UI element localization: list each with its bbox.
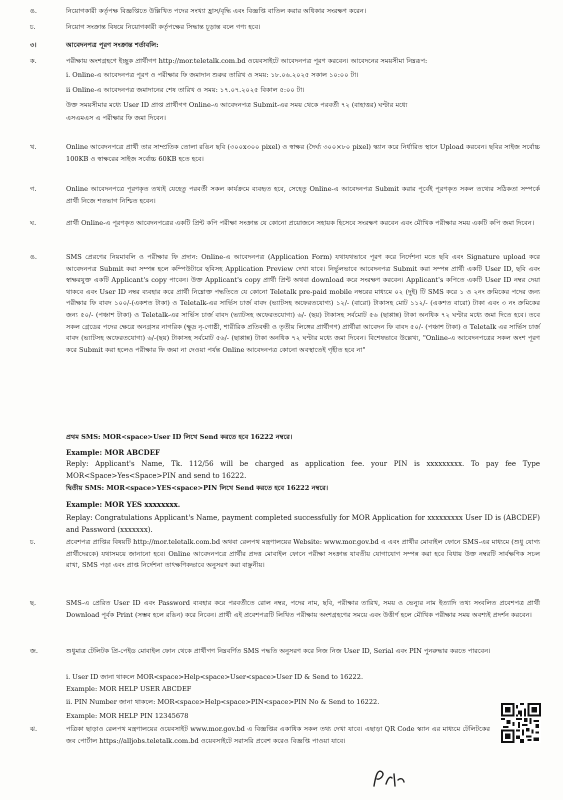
item-number: ঙ. <box>30 7 37 15</box>
item-number: গ. <box>30 185 37 193</box>
item-line: উক্ত সময়সীমার মধ্যে User ID প্রাপ্ত প্রার্থীগণ Online-এ আবেদনপত্র Submit-এর সময় থেকে পরবর্তী ৭২ (বাহাত্তর) ঘণ্টার মধ্যে <box>66 101 408 109</box>
item-text: পত্রিকা ছাড়াও রেলপথ মন্ত্রণালয়ের ওয়েবসাইট www.mor.gov.bd এ বিজ্ঞপ্তির একাধিক সকল তথ্য দেখা যাবে। এছাড়া QR Code স্ক্যান এর মাধ্যমে টেলিটকের জব পোর্টাল https://alljobs.teletalk.com.bd ওয়েবসাইটে সরাসরি প্রবেশ করেও বিজ্ঞপ্তি পাওয়া যাবে। <box>66 725 490 745</box>
item-cha-admit <box>30 537 540 585</box>
sms-reply-1-text: Reply: Applicant's Name, Tk. 112/56 will be charged as application fee. your PIN is xxxxxxxxx. To pay fee Type MOR<Space>Yes<Space>PIN and send to 16222. <box>66 460 540 480</box>
qr-code-icon <box>501 703 541 743</box>
item-text: নিয়োগকারী কর্তৃপক্ষ বিজ্ঞপ্তিতে উল্লিখিত পদের সংখ্যা হ্রাস/বৃদ্ধি এবং বিজ্ঞপ্তি বাতিল করার অধিকার সংরক্ষণ করেন। <box>66 7 367 15</box>
item-text: Online আবেদনপত্রে প্রার্থী তার সাম্প্রতিক তোলা রঙিন ছবি (৩০০x৩০০ pixel) ও স্বাক্ষর (দৈর্ঘ্য ৩০০×৮০ pixel) স্ক্যান করে নির্ধারিত স্থানে Upload করবেন। ছবির সাইজ সর্বোচ্চ 100KB ও স্বাক্ষরের সাইজ সর্বোচ্চ 60KB হতে হবে। <box>66 143 540 163</box>
recovery-pin-example-text: Example: MOR HELP PIN 12345678 <box>66 712 189 720</box>
item-text: প্রার্থী Online-এ পূরণকৃত আবেদনপত্রের একটি প্রিন্ট কপি পরীক্ষা সংক্রান্ত যে কোনো প্রয়োজনে সহায়ক হিসেবে সংরক্ষণ করবেন এবং মৌখিক পরীক্ষার সময় একটি কপি জমা দিবেন। <box>66 219 535 227</box>
item-kha <box>30 142 540 172</box>
recovery-user-id-text: i. User ID জানা থাকলে MOR<space>Help<space>User<space>User ID & Send to 16222. <box>66 673 364 681</box>
section-title: আবেদনপত্র পূরণ সংক্রান্ত শর্তাবলি: <box>66 41 159 49</box>
item-text: Online আবেদনপত্রে পূরণকৃত তথ্যই যেহেতু পরবর্তী সকল কার্যক্রমে ব্যবহৃত হবে, সেহেতু Online-এ আবেদনপত্র Submit করার পূর্বেই পূরণকৃত সকল তথ্যের সঠিকতা সম্পর্কে প্রার্থী নিজে শতভাগ নিশ্চিত হবেন। <box>66 185 540 205</box>
item-jha <box>30 724 490 760</box>
item-text: SMS-এ প্রেরিত User ID এবং Password ব্যবহার করে পরবর্তীতে রোল নম্বর, পদের নাম, ছবি, পরীক্ষার তারিখ, সময় ও ভেন্যুর নাম ইত্যাদি তথ্য সংবলিত প্রবেশপত্র প্রার্থী Download পূর্বক Print (সম্ভব হলে রঙিন) করে নিবেন। প্রার্থী এই প্রবেশপত্রটি লিখিত পরীক্ষায় অংশগ্রহণের সময়ে এবং উত্তীর্ণ হলে মৌখিক পরীক্ষার সময় অবশ্যই প্রদর্শন করবেন। <box>66 599 540 619</box>
item-text: শুধুমাত্র টেলিটক প্রি-পেইড মোবাইল ফোন থেকে প্রার্থীগণ নিম্নবর্ণিত SMS পদ্ধতি অনুসরণ করে নিজ নিজ User ID, Serial এবং PIN পুনরুদ্ধার করতে পারবেন। <box>66 647 491 655</box>
item-number: চ. <box>30 538 36 546</box>
item-nga-sms-rules <box>30 252 540 428</box>
item-number: ঝ. <box>30 725 38 733</box>
sms-example-2-text: Example: MOR YES xxxxxxxx. <box>66 500 181 509</box>
recovery-user-id-example-text: Example: MOR HELP USER ABCDEF <box>66 685 192 693</box>
item-number: চ. <box>30 23 36 31</box>
item-number: ঙ. <box>30 253 37 261</box>
sms-reply-1 <box>30 459 540 483</box>
sms-second-instruction: দ্বিতীয় SMS: MOR<space>YES<space>PIN লিখে Send করতে হবে 16222 নম্বরে। <box>66 484 329 492</box>
item-line: ii Online-এ আবেদনপত্র জমাদানের শেষ তারিখ ও সময়: ১৭.০৭.২০২৫ বিকাল ৫:০০ টা। <box>66 86 305 94</box>
item-number: ছ. <box>30 599 37 607</box>
recovery-pin-text: ii. PIN Number জানা থাকলে: MOR<space>Help<space>PIN<space>PIN No & Send to 16222. <box>66 698 380 706</box>
item-number: ক. <box>30 57 37 65</box>
item-line: পরীক্ষায় অংশগ্রহণে ইচ্ছুক প্রার্থীগণ http://mor.teletalk.com.bd ওয়েবসাইটে আবেদনপত্র পূরণ করবেন। আবেদনের সময়সীমা নিম্নরূপ: <box>66 57 428 65</box>
item-text: প্রবেশপত্র প্রাপ্তির বিষয়টি http://mor.teletalk.com.bd অথবা রেলপথ মন্ত্রণালয়ের Website: www.mor.gov.bd এ এবং প্রার্থীর মোবাইল ফোনে SMS-এর মাধ্যমে (শুধু যোগ্য প্রার্থীদেরকে) যথাসময়ে জানানো হবে। Online আবেদনপত্রে প্রার্থীর প্রদত্ত মোবাইল ফোনে পরীক্ষা সংক্রান্ত যাবতীয় যোগাযোগ সম্পন্ন করা হবে বিধায় উক্ত নম্বরটি সার্বক্ষণিক সচল রাখা, SMS পড়া এবং প্রাপ্ত নির্দেশনা তাৎক্ষণিকভাবে অনুসরণ করা বাঞ্ছনীয়। <box>66 538 540 570</box>
sms-reply-2-text: Replay: Congratulations Applicant's Name, payment completed successfully for MOR Application for xxxxxxxxx User ID is (ABCDEF) and Password (xxxxxxx). <box>66 514 540 534</box>
sms-first-instruction: প্রথম SMS: MOR<space>User ID লিখে Send করতে হবে 16222 নম্বরে। <box>66 433 293 441</box>
item-number: ঘ. <box>30 219 37 227</box>
item-gha <box>30 218 540 242</box>
item-ja <box>30 646 540 670</box>
signature-mark <box>370 766 410 790</box>
item-line: i. Online-এ আবেদনপত্র পূরণ ও পরীক্ষার ফি জমাদান শুরুর তারিখ ও সময়: ১৮.০৬.২০২৫ সকাল ১০:০০ টা। <box>66 71 359 79</box>
item-text: নিয়োগ সংক্রান্ত বিষয়ে নিয়োগকারী কর্তৃপক্ষের সিদ্ধান্ত চূড়ান্ত বলে গণ্য হবে। <box>66 23 261 31</box>
item-line: এসএমএস এ পরীক্ষার ফি জমা দিবেন। <box>66 114 166 122</box>
item-text: SMS প্রেরণের নিয়মাবলি ও পরীক্ষার ফি প্রদান: Online-এ আবেদনপত্র (Application Form) যথাযথভাবে পূরণ করে নির্দেশনা মতে ছবি এবং Signature upload করে আবেদনপত্র Submit করা সম্পন্ন হলে কম্পিউটারে ছবিসহ Application Preview দেখা যাবে। নির্ভুলভাবে আবেদনপত্র Submit করা সম্পন্ন প্রার্থী একটি User ID, ছবি এবং স্বাক্ষরযুক্ত একটি Applicant's copy পাবেন। উক্ত Applicant's copy প্রার্থী প্রিন্ট অথবা download করে সংরক্ষণ করবেন। Applicant's কপিতে একটি User ID নম্বর দেয়া থাকবে এবং User ID নম্বর ব্যবহার করে প্রার্থী নিম্নোক্ত পদ্ধতিতে যে কোনো Teletalk pre-paid mobile নম্বরের মাধ্যমে ০২ (দুই) টি SMS করে ১ ও ২নং ক্রমিকের পদের জন্য পরীক্ষার ফি বাবদ ১০০/-(একশত টাকা) ও Teletalk-এর সার্ভিস চার্জ বাবদ (ভ্যাটসহ অফেরতযোগ্য) ১২/- (বারো) টাকাসহ মোট ১১২/- (একশত বারো) টাকা এবং ৩ নং ক্রমিকের জন্য ৫০/- (পঞ্চাশ টাকা) ও Teletalk-এর সার্ভিস চার্জ বাবদ (ভ্যাটসহ অফেরতযোগ্য) ৬/- (ছয়) টাকাসহ সর্বমোট ৫৬ (ছাপ্পান্ন) টাকা অনধিক ৭২ ঘণ্টার মধ্যে জমা দিতে হবে। তবে সকল গ্রেডের পদের ক্ষেত্রে অনগ্রসর নাগরিক (ক্ষুদ্র নৃ-গোষ্ঠী, শারীরিক প্রতিবন্ধী ও তৃতীয় লিঙ্গের প্রার্থীগণ) প্রার্থীরা আবেদন ফি বাবদ ৫০/- (পঞ্চাশ টাকা) ও Teletalk এর সার্ভিস চার্জ বাবদ (ভ্যাটসহ অফেরতযোগ্য) ৬/-(ছয়) টাকাসহ সর্বমোট ৫৬/- (ছাপ্পান্ন) টাকা অনধিক ৭২ ঘণ্টার মধ্যে জমা দিবেন। বিশেষভাবে উল্লেখ্য, "Online-এ আবেদনপত্রের সকল অংশ পূরণ করে Submit করা হলেও পরীক্ষার ফি জমা না দেওয়া পর্যন্ত Online আবেদনপত্র কোনো অবস্থাতেই গৃহীত হবে না" <box>66 253 540 354</box>
sms-reply-2 <box>30 513 540 537</box>
section-number: ৩। <box>30 41 37 49</box>
sms-example-1-text: Example: MOR ABCDEF <box>66 448 161 457</box>
item-number: জ. <box>30 647 38 655</box>
item-chha <box>30 598 540 634</box>
item-number: খ. <box>30 143 37 151</box>
item-ga <box>30 184 540 208</box>
